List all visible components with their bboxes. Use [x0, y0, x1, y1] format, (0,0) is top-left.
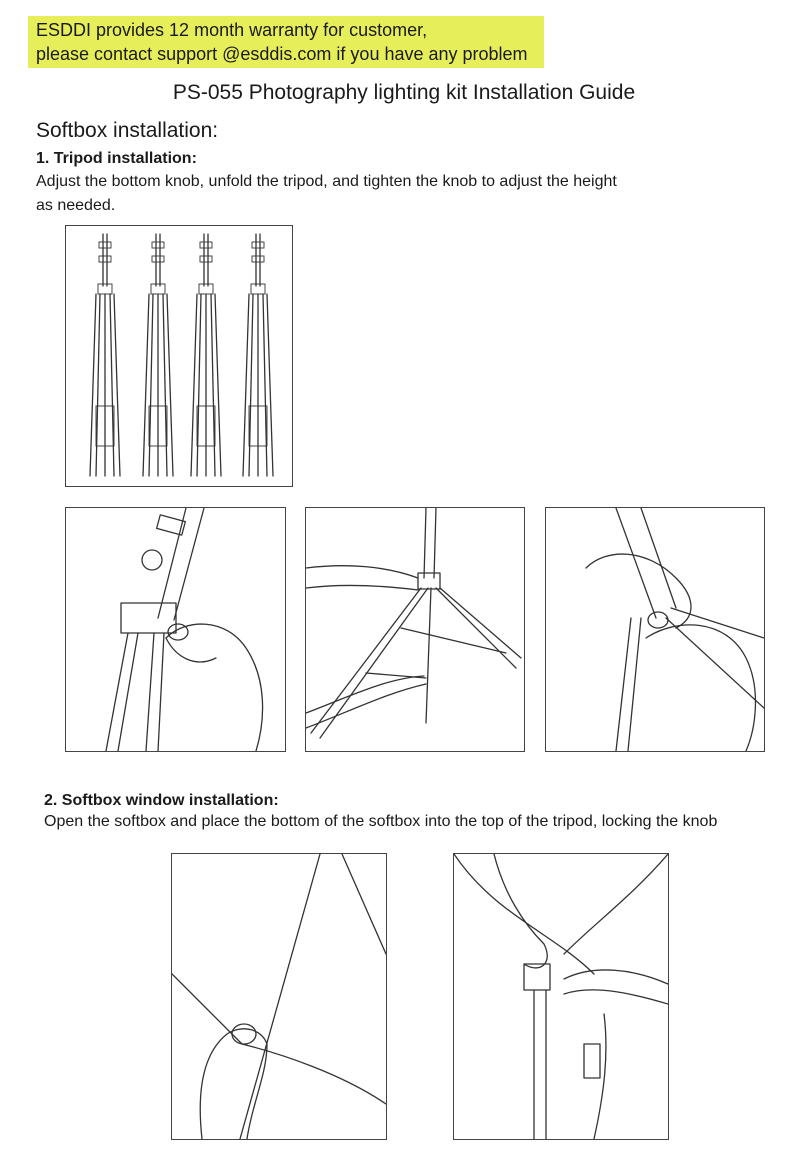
tripod-stand [143, 234, 173, 476]
tripods-figure [65, 225, 293, 487]
softbox-mount-illustration [454, 854, 668, 1139]
warranty-line-1: ESDDI provides 12 month warranty for customer, [36, 20, 428, 40]
step-2-heading: 2. Softbox window installation: [44, 792, 279, 809]
warranty-banner [28, 16, 544, 68]
section-title: Softbox installation: [36, 119, 219, 142]
step-1-text-line-1: Adjust the bottom knob, unfold the tripod, and tighten the knob to adjust the height [36, 173, 617, 190]
knob-figure [65, 507, 286, 752]
adjust-illustration [546, 508, 764, 751]
softbox-mount-figure [453, 853, 669, 1140]
tripods-illustration [66, 226, 292, 486]
page-title: PS-055 Photography lighting kit Installation Guide [172, 81, 636, 104]
tripod-stand [243, 234, 273, 476]
step-1-text-line-2: as needed. [36, 197, 116, 214]
unfold-figure [305, 507, 525, 752]
softbox-open-figure [171, 853, 387, 1140]
step-1-heading: 1. Tripod installation: [36, 150, 197, 167]
softbox-open-illustration [172, 854, 386, 1139]
adjust-figure [545, 507, 765, 752]
unfold-illustration [306, 508, 524, 751]
warranty-line-2: please contact support @esddis.com if you have any problem [36, 44, 528, 64]
tripod-stand [191, 234, 221, 476]
knob-illustration [66, 508, 285, 751]
step-2-text-line-1: Open the softbox and place the bottom of the softbox into the top of the tripod, locking the knob [44, 813, 718, 830]
tripod-stand [90, 234, 120, 476]
